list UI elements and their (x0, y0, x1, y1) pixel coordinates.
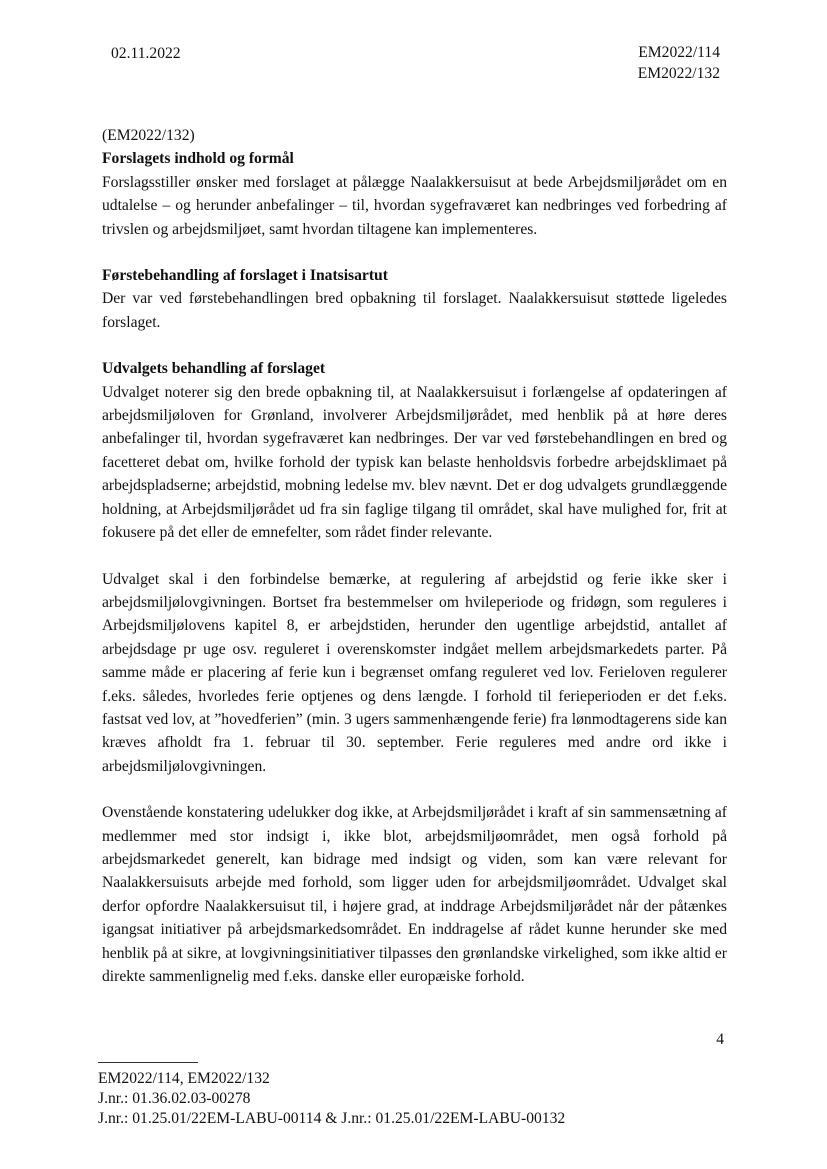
committee-paragraph-3: Ovenstående konstatering udelukker dog ikke, at Arbejdsmiljørådet i kraft af sin sammensætning af medlemmer med stor indsigt i, ikke blot, arbejdsmiljøområdet, men også forhold på arbejdsmarkedet generelt, kan bidrage med indsigt og viden, som kan være relevant for Naalakkersuisuts arbejde med forhold, som ligger uden for arbejdsmiljøområdet. Udvalget skal derfor opfordre Naalakkersuisut til, i højere grad, at inddrage Arbejdsmiljørådet når der påtænkes igangsat initiativer på arbejdsmarkedsområdet. En inddragelse af rådet kunne herunder ske med henblik på at sikre, at lovgivningsinitiativer tilpasses den grønlandske virkelighed, som ikke altid er direkte sammenlignelig med f.eks. danske eller europæiske forhold. (102, 804, 727, 985)
header-ref-1: EM2022/114 (638, 44, 720, 61)
footer-line-journal-1: J.nr.: 01.36.02.03-00278 (98, 1090, 251, 1107)
section-text-content-purpose: Forslagsstiller ønsker med forslaget at pålægge Naalakkersuisut at bede Arbejdsmiljørådet om en udtalelse – og herunder anbefalinger – til, hvordan sygefraværet kan nedbringes ved forbedring af trivslen og arbejdsmiljøet, samt hvordan tiltagene kan implementeres. (102, 173, 727, 238)
section-heading-first-reading: Førstebehandling af forslaget i Inatsisartut (102, 267, 388, 285)
paragraph-gap (102, 334, 727, 357)
footer-line-journal-2: J.nr.: 01.25.01/22EM-LABU-00114 & J.nr.: 01.25.01/22EM-LABU-00132 (98, 1110, 566, 1127)
section-text-first-reading: Der var ved førstebehandlingen bred opbakning til forslaget. Naalakkersuisut støttede ligeledes forslaget. (102, 290, 727, 331)
section-heading-committee-treatment: Udvalgets behandling af forslaget (102, 360, 326, 378)
committee-paragraph-2: Udvalget skal i den forbindelse bemærke, at regulering af arbejdstid og ferie ikke sker i arbejdsmiljølovgivningen. Bortset fra bestemmelser om hvileperiode og fridøgn, som reguleres i Arbejdsmiljølovens kapitel 8, er arbejdstiden, herunder den ugentlige arbejdstid, antallet af arbejdsdage pr uge osv. reguleret i overenskomster indgået mellem arbejdsmarkedets parter. På samme måde er placering af ferie kun i begrænset omfang reguleret ved lov. Ferieloven regulerer f.eks. således, hvorledes ferie optjenes og dens længde. I forhold til ferieperioden er det f.eks. fastsat ved lov, at ”hovedferien” (min. 3 ugers sammenhængende ferie) fra lønmodtagerens side kan kræves afholdt fra 1. februar til 30. september. Ferie reguleres med andre ord ikke i arbejdsmiljølovgivningen. (102, 570, 727, 775)
footer-line-case-numbers: EM2022/114, EM2022/132 (98, 1070, 270, 1087)
paragraph-gap (102, 778, 727, 801)
header-date: 02.11.2022 (111, 45, 181, 62)
paragraph-gap (102, 241, 727, 264)
header-ref-2: EM2022/132 (637, 65, 720, 82)
section-heading-content-purpose: Forslagets indhold og formål (102, 150, 294, 168)
page-number: 4 (716, 1031, 724, 1048)
footer-divider (98, 1062, 198, 1063)
header-references (638, 42, 720, 84)
paragraph-gap (102, 545, 727, 568)
document-body (102, 124, 727, 988)
footer (98, 1069, 565, 1129)
committee-paragraph-1: Udvalget noterer sig den brede opbakning til, at Naalakkersuisut i forlængelse af opdateringen af arbejdsmiljøloven for Grønland, involverer Arbejdsmiljørådet, med henblik på at høre deres anbefalinger til, hvordan sygefraværet kan nedbringes. Der var ved førstebehandlingen en bred og facetteret debat om, hvilke forhold der typisk kan belaste henholdsvis forbedre arbejdsklimaet på arbejdspladserne; arbejdstid, mobning ledelse mv. blev nævnt. Det er dog udvalgets grundlæggende holdning, at Arbejdsmiljørådet ud fra sin faglige tilgang til området, skal have mulighed for, frit at fokusere på det eller de emnefelter, som rådet finder relevante. (102, 383, 727, 542)
case-reference: (EM2022/132) (102, 127, 195, 144)
